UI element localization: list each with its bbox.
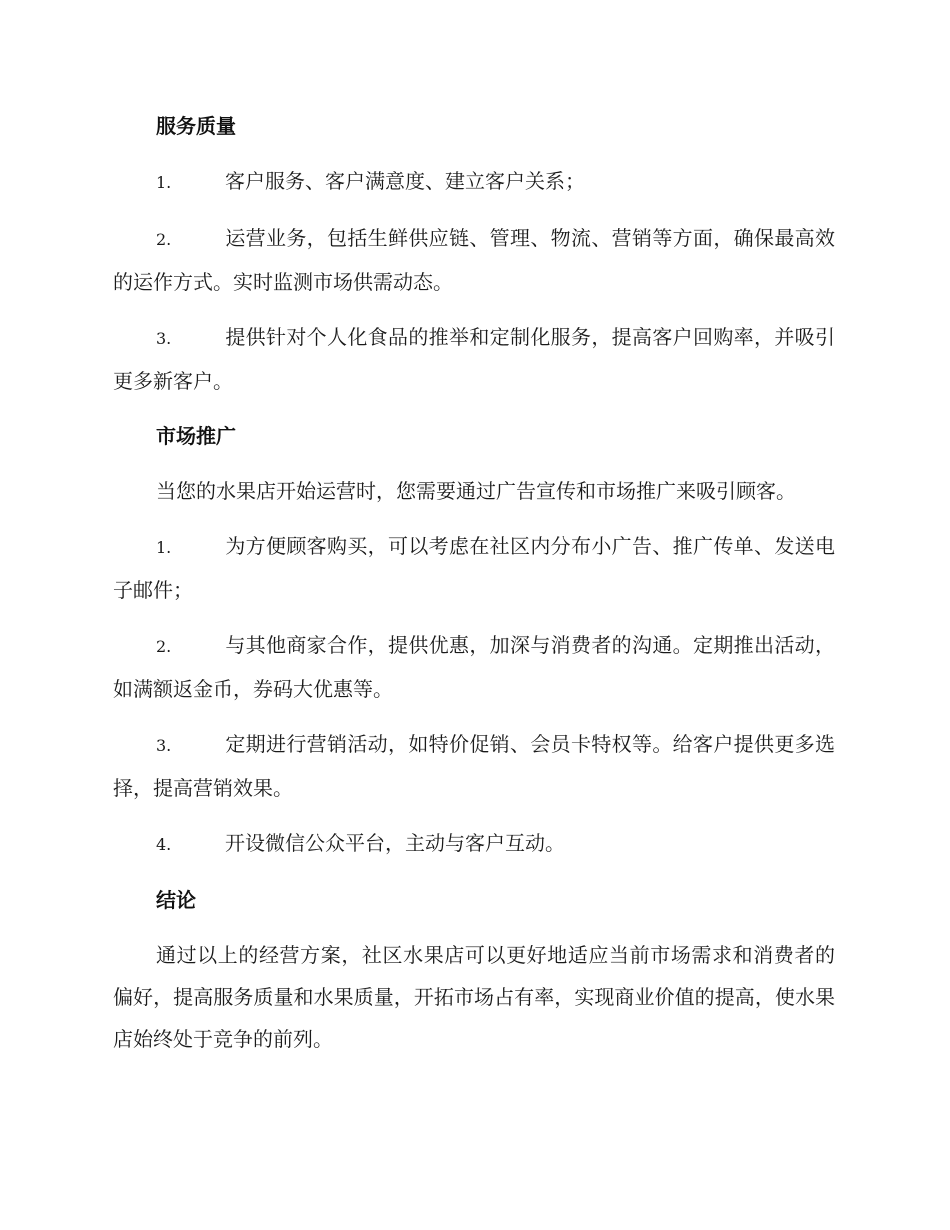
section-heading-service: 服务质量 [156,114,236,138]
section-heading-marketing: 市场推广 [156,424,236,448]
list-number: 2. [156,230,172,249]
list-number: 3. [156,329,172,348]
document-body [113,105,835,1073]
conclusion-paragraph: 通过以上的经营方案，社区水果店可以更好地适应当前市场需求和消费者的偏好，提高服务质量和水果质量，开拓市场占有率，实现商业价值的提高，使水果店始终处于竞争的前列。 [113,943,835,1051]
list-item-text: 定期进行营销活动，如特价促销、会员卡特权等。给客户提供更多选择，提高营销效果。 [113,732,835,800]
list-item-text: 客户服务、客户满意度、建立客户关系； [225,169,585,193]
marketing-intro-paragraph: 当您的水果店开始运营时，您需要通过广告宣传和市场推广来吸引顾客。 [156,479,796,503]
list-item-text: 与其他商家合作，提供优惠，加深与消费者的沟通。定期推出活动，如满额返金币，券码大优惠等。 [113,633,835,701]
list-item [113,160,835,204]
list-item-text: 运营业务，包括生鲜供应链、管理、物流、营销等方面，确保最高效的运作方式。实时监测市场供需动态。 [113,226,835,294]
list-number: 1. [156,173,172,192]
list-item-text: 开设微信公众平台，主动与客户互动。 [225,831,565,855]
list-item [113,624,835,710]
section-heading-conclusion: 结论 [156,888,196,912]
list-item [113,822,835,866]
list-item [113,316,835,402]
list-number: 3. [156,736,172,755]
list-item [113,217,835,303]
list-item-text: 提供针对个人化食品的推举和定制化服务，提高客户回购率，并吸引更多新客户。 [113,325,835,393]
list-item [113,525,835,611]
list-item [113,723,835,809]
list-number: 2. [156,637,172,656]
list-number: 4. [156,835,172,854]
list-number: 1. [156,538,172,557]
list-item-text: 为方便顾客购买，可以考虑在社区内分布小广告、推广传单、发送电子邮件； [113,534,835,602]
